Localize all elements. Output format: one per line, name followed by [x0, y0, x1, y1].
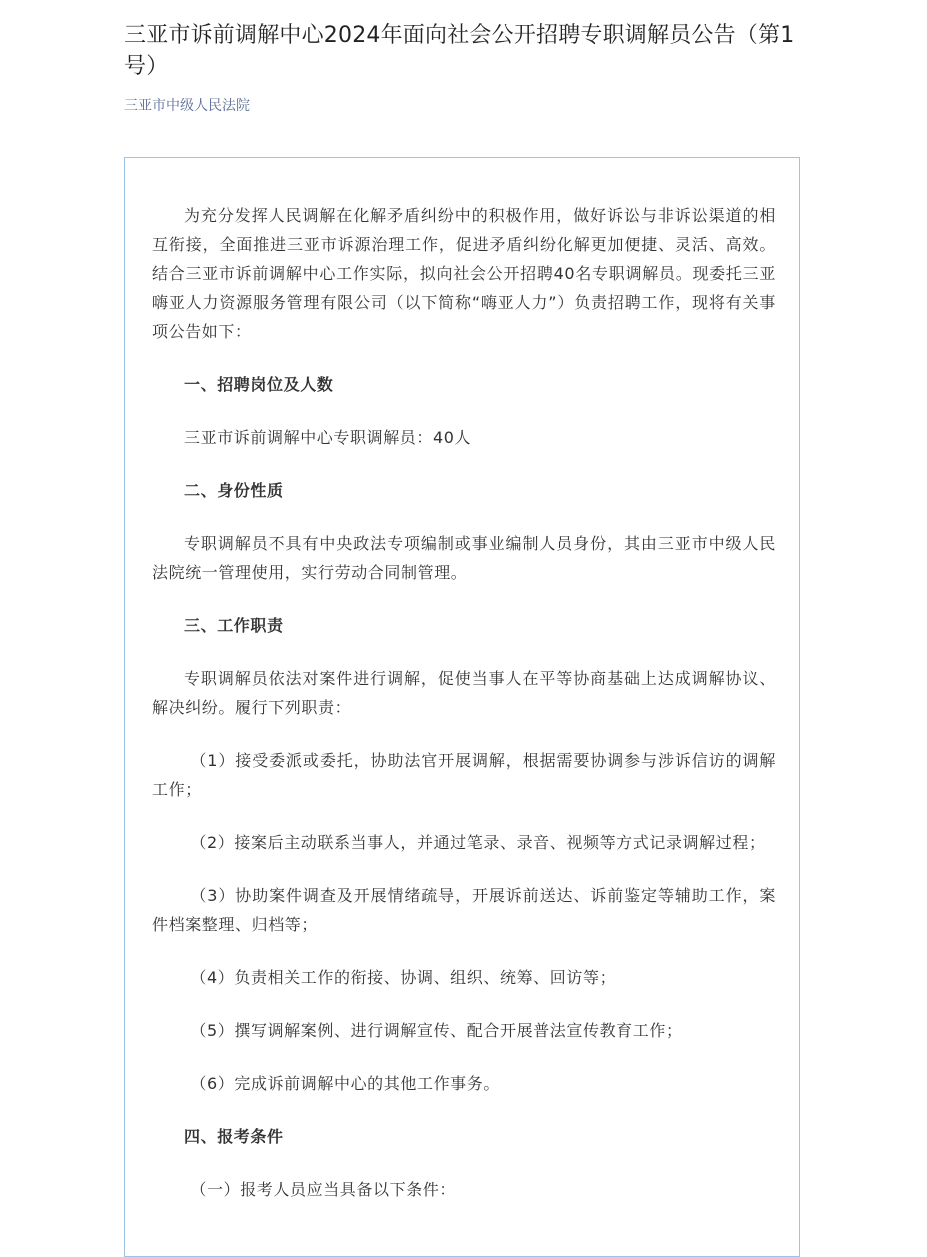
- duty-item-4: （4）负责相关工作的衔接、协调、组织、统筹、回访等；: [190, 968, 617, 987]
- section-4-heading: 四、报考条件: [184, 1127, 284, 1146]
- article-source-link[interactable]: 三亚市中级人民法院: [124, 98, 250, 114]
- duty-item-6: （6）完成诉前调解中心的其他工作事务。: [190, 1074, 500, 1093]
- article-title: 三亚市诉前调解中心2024年面向社会公开招聘专职调解员公告（第1号）: [124, 23, 795, 79]
- section-1-body: 三亚市诉前调解中心专职调解员：40人: [184, 428, 472, 447]
- intro-paragraph: 为充分发挥人民调解在化解矛盾纠纷中的积极作用，做好诉讼与非诉讼渠道的相互衔接，全面推进三亚市诉源治理工作，促进矛盾纠纷化解更加便捷、灵活、高效。结合三亚市诉前调解中心工作实际，拟向社会公开招聘40名专职调解员。现委托三亚嗨亚人力资源服务管理有限公司（以下简称“嗨亚人力”）负责招聘工作，现将有关事项公告如下：: [152, 206, 776, 341]
- section-3-heading: 三、工作职责: [184, 616, 284, 635]
- article-content-box: [124, 157, 800, 1257]
- duty-item-2: （2）接案后主动联系当事人，并通过笔录、录音、视频等方式记录调解过程；: [190, 833, 766, 852]
- section-1-heading: 一、招聘岗位及人数: [184, 375, 334, 394]
- duty-item-3: （3）协助案件调查及开展情绪疏导，开展诉前送达、诉前鉴定等辅助工作，案件档案整理、归档等；: [152, 886, 776, 934]
- section-2-heading: 二、身份性质: [184, 481, 284, 500]
- section-4-sub-1: （一）报考人员应当具备以下条件：: [190, 1180, 456, 1199]
- article-body: [152, 201, 776, 1204]
- duty-item-5: （5）撰写调解案例、进行调解宣传、配合开展普法宣传教育工作；: [190, 1021, 683, 1040]
- section-3-body: 专职调解员依法对案件进行调解，促使当事人在平等协商基础上达成调解协议、解决纠纷。履行下列职责：: [152, 669, 776, 717]
- duty-item-1: （1）接受委派或委托，协助法官开展调解，根据需要协调参与涉诉信访的调解工作；: [152, 751, 776, 799]
- section-2-body: 专职调解员不具有中央政法专项编制或事业编制人员身份，其由三亚市中级人民法院统一管理使用，实行劳动合同制管理。: [152, 534, 776, 582]
